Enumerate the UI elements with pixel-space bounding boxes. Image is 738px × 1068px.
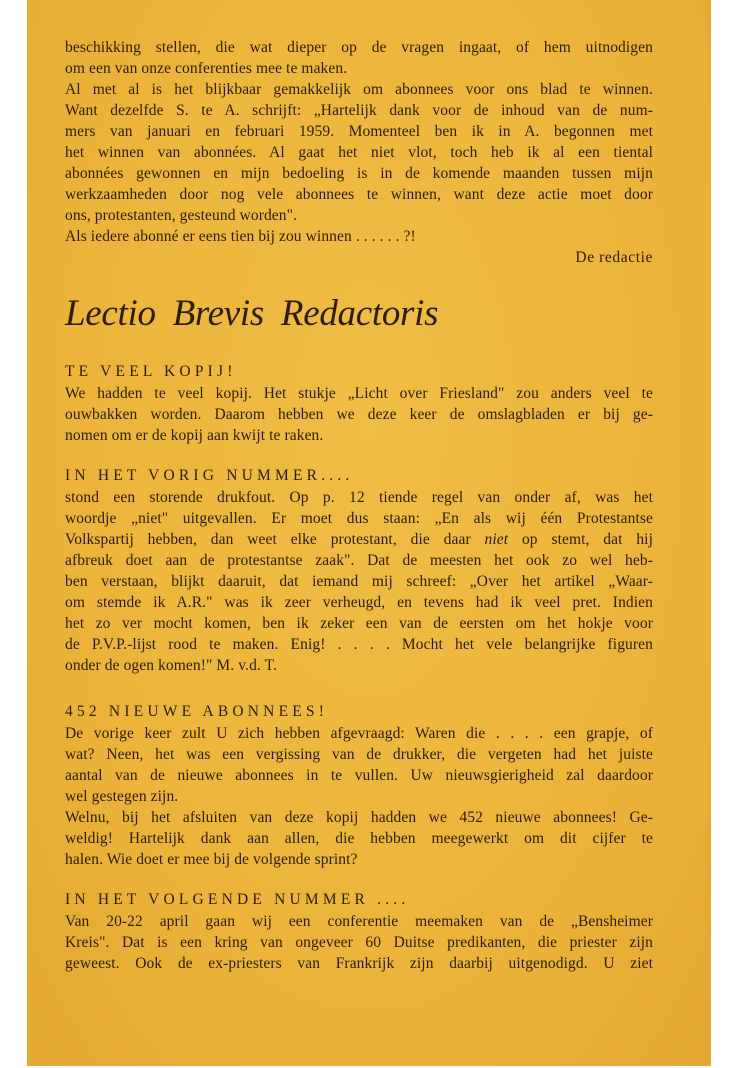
text-line: om stemde ik A.R." was ik zeer verheugd, en tevens had ik veel pret. Indien (65, 594, 653, 611)
text-line: woordje „niet" uitgevallen. Er moet dus staan: „En als wij één Protestantse (65, 510, 653, 527)
text-line: Van 20-22 april gaan wij een conferentie meemaken van de „Bensheimer (65, 913, 653, 930)
text-line: ons, protestanten, gesteund worden". (65, 207, 298, 224)
text-line: Al met al is het blijkbaar gemakkelijk om abonnees voor ons blad te winnen. (65, 81, 653, 98)
text-line: wel gestegen zijn. (65, 788, 179, 805)
text-line: mers van januari en februari 1959. Momenteel ben ik in A. begonnen met (65, 123, 653, 140)
text-line: aantal van de nieuwe abonnees in te vullen. Uw nieuwsgierigheid zal daardoor (65, 767, 653, 784)
text-line: De vorige keer zult U zich hebben afgevraagd: Waren die . . . . een grapje, of (65, 725, 653, 742)
text-line: om een van onze conferenties mee te maken. (65, 60, 348, 77)
text-line: werkzaamheden door nog vele abonnees te winnen, want deze actie moet door (65, 186, 653, 203)
text-line: ben verstaan, blijkt daaruit, dat iemand mij schreef: „Over het artikel „Waar- (65, 573, 653, 590)
text-line: het winnen van abonnées. Al gaat het niet vlot, toch heb ik al een tiental (65, 144, 653, 161)
text-line: Volkspartij hebben, dan weet elke protestant, die daar niet op stemt, dat hij (65, 531, 653, 548)
text-line: beschikking stellen, die wat dieper op de vragen ingaat, of hem uitnodigen (65, 39, 653, 56)
section-heading: TE VEEL KOPIJ! (65, 363, 237, 380)
text-line: onder de ogen komen!" M. v.d. T. (65, 657, 277, 674)
section-in-het-vorig-nummer (65, 465, 653, 676)
section-heading: 452 NIEUWE ABONNEES! (65, 703, 329, 720)
intro-text (65, 37, 653, 268)
text-line: Welnu, bij het afsluiten van deze kopij hadden we 452 nieuwe abonnees! Ge- (65, 809, 653, 826)
text-line: ouwbakken worden. Daarom hebben we deze keer de omslagbladen er bij ge- (65, 406, 653, 423)
text-line: Als iedere abonné er eens tien bij zou winnen . . . . . . ?! (65, 228, 416, 245)
text-line: weldig! Hartelijk dank aan allen, die hebben meegewerkt om dit cijfer te (65, 830, 653, 847)
emphasis: niet (484, 531, 509, 548)
text-line: abonnées gewonnen en mijn bedoeling is in de komende maanden tussen mijn (65, 165, 653, 182)
section-heading: IN HET VORIG NUMMER.... (65, 467, 354, 484)
text-line: Want dezelfde S. te A. schrijft: „Hartelijk dank voor de inhoud van de num- (65, 102, 653, 119)
text-line: de P.V.P.-lijst rood te maken. Enig! . . . . Mocht het vele belangrijke figuren (65, 636, 653, 653)
text-line: halen. Wie doet er mee bij de volgende sprint? (65, 851, 358, 868)
text-line: wat? Neen, het was een vergissing van de drukker, die vergeten had het juiste (65, 746, 653, 763)
section-in-het-volgende-nummer (65, 889, 653, 974)
text-line: afbreuk doet aan de protestantse zaak". Dat de meesten het ook zo wel heb- (65, 552, 653, 569)
text-line: Kreis". Dat is een kring van ongeveer 60 Duitse predikanten, die priester zijn (65, 934, 653, 951)
section-te-veel-kopij (65, 361, 653, 446)
text-line: stond een storende drukfout. Op p. 12 tiende regel van onder af, was het (65, 489, 653, 506)
section-452-nieuwe-abonnees (65, 701, 653, 870)
signature: De redactie (575, 249, 653, 266)
text-line: We hadden te veel kopij. Het stukje „Licht over Friesland" zou anders veel te (65, 385, 653, 402)
section-heading: IN HET VOLGENDE NUMMER .... (65, 891, 410, 908)
text-line: nomen om er de kopij aan kwijt te raken. (65, 427, 324, 444)
page-title: Lectio Brevis Redactoris (65, 293, 439, 334)
text-line: het zo ver mocht komen, ben ik zeker een van de eersten om het hokje voor (65, 615, 653, 632)
text-line: geweest. Ook de ex-priesters van Frankrijk zijn daarbij uitgenodigd. U ziet (65, 955, 653, 972)
